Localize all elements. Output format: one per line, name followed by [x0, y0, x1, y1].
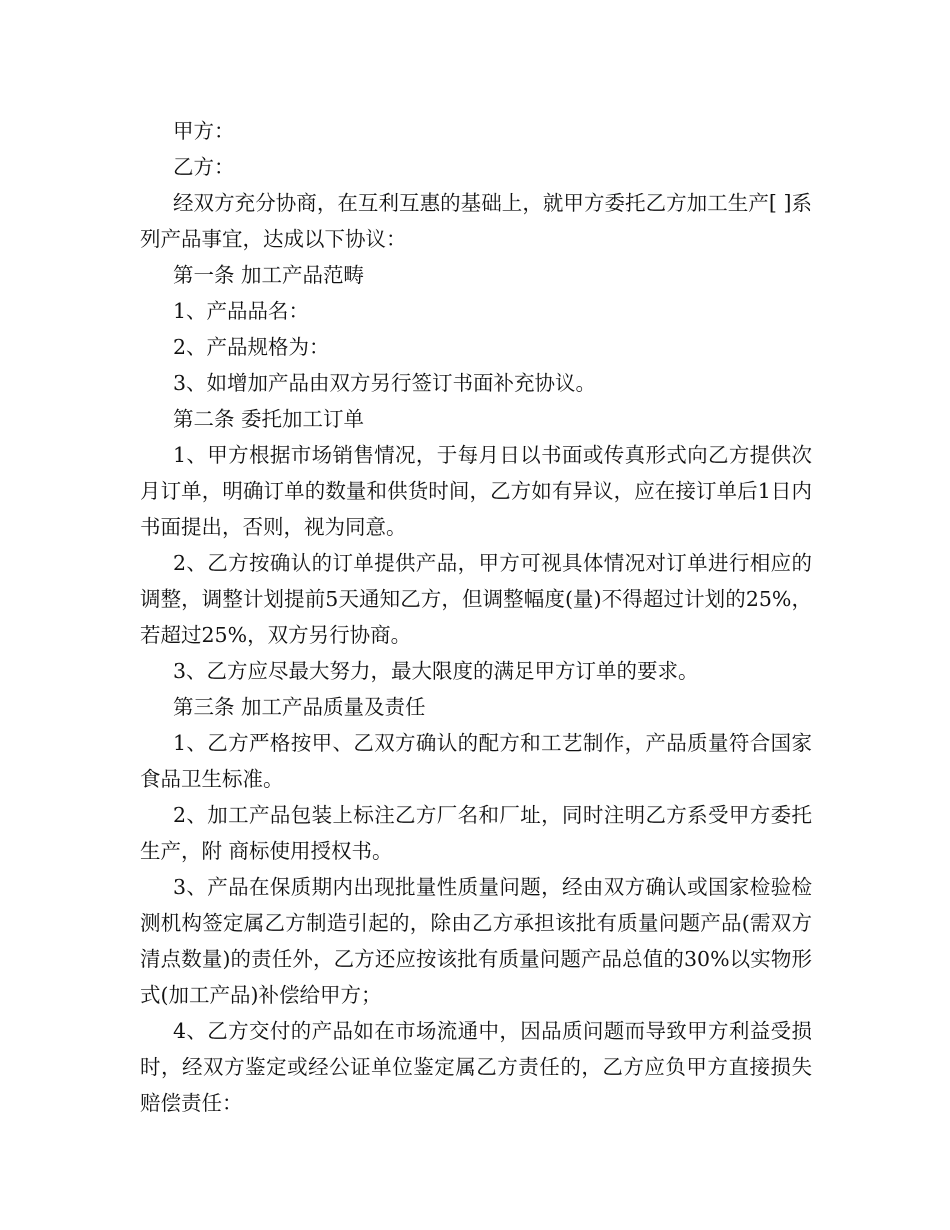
article-2-clause-2: 2、乙方按确认的订单提供产品，甲方可视具体情况对订单进行相应的调整，调整计划提前5天通知乙方，但调整幅度(量)不得超过计划的25%，若超过25%，双方另行协商。 [140, 551, 812, 647]
article-2-clause-1: 1、甲方根据市场销售情况，于每月日以书面或传真形式向乙方提供次月订单，明确订单的数量和供货时间，乙方如有异议，应在接订单后1日内书面提出，否则，视为同意。 [140, 443, 812, 539]
article-2-clause-3: 3、乙方应尽最大努力，最大限度的满足甲方订单的要求。 [173, 659, 699, 683]
party-b-line: 乙方： [173, 155, 235, 179]
article-3-clause-1: 1、乙方严格按甲、乙双方确认的配方和工艺制作，产品质量符合国家食品卫生标准。 [140, 731, 812, 791]
article-2-heading: 第二条 委托加工订单 [173, 407, 365, 431]
article-1-heading: 第一条 加工产品范畴 [173, 263, 365, 287]
party-a-line: 甲方： [173, 119, 235, 143]
article-3-clause-2: 2、加工产品包装上标注乙方厂名和厂址，同时注明乙方系受甲方委托生产，附 商标使用授权书。 [140, 803, 812, 863]
contract-page [140, 113, 812, 1121]
article-1-clause-1: 1、产品品名： [173, 299, 310, 323]
preamble-paragraph: 经双方充分协商，在互利互惠的基础上，就甲方委托乙方加工生产[ ]系列产品事宜，达成以下协议： [140, 191, 812, 251]
article-1-clause-3: 3、如增加产品由双方另行签订书面补充协议。 [173, 371, 597, 395]
article-1-clause-2: 2、产品规格为： [173, 335, 330, 359]
article-3-clause-3: 3、产品在保质期内出现批量性质量问题，经由双方确认或国家检验检测机构签定属乙方制造引起的，除由乙方承担该批有质量问题产品(需双方清点数量)的责任外，乙方还应按该批有质量问题产品总值的30%以实物形式(加工产品)补偿给甲方； [140, 875, 812, 1007]
article-3-clause-4: 4、乙方交付的产品如在市场流通中，因品质问题而导致甲方利益受损时，经双方鉴定或经公证单位鉴定属乙方责任的，乙方应负甲方直接损失赔偿责任： [140, 1019, 812, 1115]
article-3-heading: 第三条 加工产品质量及责任 [173, 695, 426, 719]
